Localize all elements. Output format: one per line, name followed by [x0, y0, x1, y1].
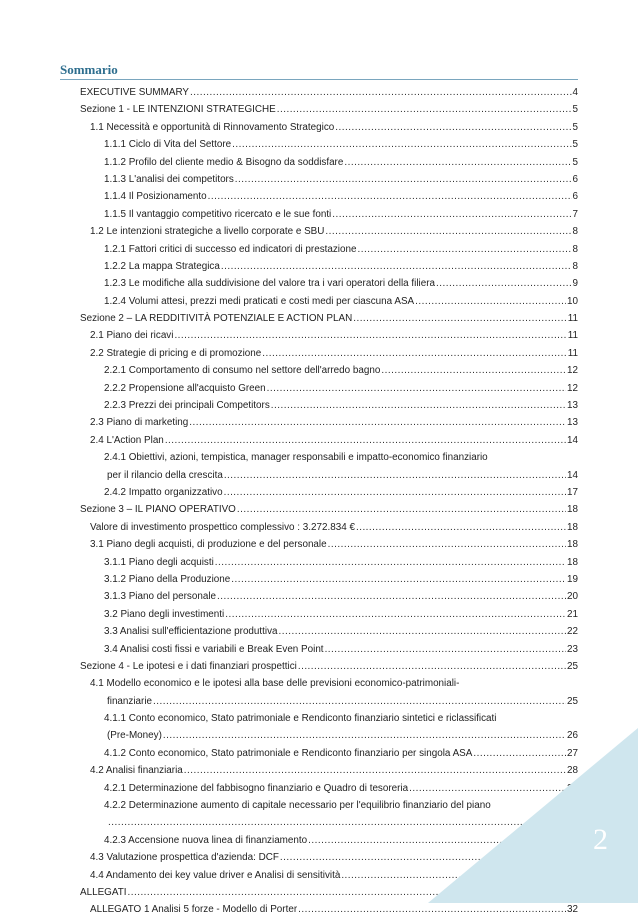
toc-entry-page: 8	[572, 260, 578, 272]
toc-entry-text: per il rilancio della crescita	[107, 469, 223, 481]
toc-entry-text: Sezione 4 - Le ipotesi e i dati finanziari prospettici	[80, 660, 297, 672]
toc-entry-text: 1.1.5 Il vantaggio competitivo ricercato e le sue fonti	[104, 208, 332, 220]
toc-entry-text: 2.4 L'Action Plan	[90, 434, 164, 446]
toc-entry-text: 4.1.2 Conto economico, Stato patrimoniale e Rendiconto finanziario per singola ASA	[104, 747, 473, 759]
corner-decoration	[428, 728, 638, 903]
dot-leader	[436, 275, 572, 292]
toc-entry-page: 14	[567, 469, 578, 481]
toc-entry[interactable]	[0, 693, 638, 710]
dot-leader	[356, 519, 566, 536]
dot-leader	[189, 414, 566, 431]
toc-entry-text: 1.1.2 Profilo del cliente medio & Bisogno da soddisfare	[104, 156, 344, 168]
toc-entry-page: 11	[567, 347, 578, 359]
toc-entry[interactable]	[0, 310, 638, 327]
toc-entry-page: 5	[572, 139, 578, 151]
toc-entry-page: 28	[567, 782, 578, 794]
toc-entry[interactable]	[0, 554, 638, 571]
toc-entry[interactable]	[0, 154, 638, 171]
toc-entry-text: 2.2.2 Propensione all'acquisto Green	[104, 382, 266, 394]
toc-entry-text: 4.4 Andamento dei key value driver e Analisi di sensitività	[90, 869, 341, 881]
toc-entry[interactable]	[0, 171, 638, 188]
toc-entry-text: 1.2 Le intenzioni strategiche a livello corporate e SBU	[90, 226, 325, 238]
dot-leader	[328, 536, 566, 553]
toc-entry-text: 3.4 Analisi costi fissi e variabili e Break Even Point	[104, 643, 324, 655]
toc-entry-page: 5	[572, 121, 578, 133]
dot-leader	[232, 136, 571, 153]
toc-entry-page: 18	[567, 539, 578, 551]
toc-entry-page: 25	[567, 695, 578, 707]
toc-entry[interactable]	[0, 901, 638, 918]
toc-entry[interactable]	[0, 519, 638, 536]
toc-entry-page: 23	[567, 643, 578, 655]
toc-entry[interactable]	[0, 188, 638, 205]
toc-entry[interactable]	[0, 710, 638, 727]
dot-leader	[217, 588, 566, 605]
toc-entry[interactable]	[0, 258, 638, 275]
dot-leader	[381, 362, 566, 379]
dot-leader	[344, 154, 571, 171]
toc-entry[interactable]	[0, 241, 638, 258]
dot-leader	[325, 223, 571, 240]
toc-entry[interactable]	[0, 675, 638, 692]
toc-entry-text: 3.1.3 Piano del personale	[104, 591, 217, 603]
toc-entry-page: 26	[567, 730, 578, 742]
dot-leader	[357, 241, 571, 258]
toc-entry-text: 4.2.2 Determinazione aumento di capitale necessario per l'equilibrio finanziario del piano	[104, 800, 491, 812]
toc-entry[interactable]	[0, 223, 638, 240]
toc-entry-text: Valore di investimento prospettico complessivo : 3.272.834 €	[90, 521, 355, 533]
dot-leader	[165, 432, 566, 449]
toc-entry-text: ALLEGATI	[80, 886, 127, 898]
dot-leader	[271, 397, 566, 414]
toc-entry-text: 4.3 Valutazione prospettica d'azienda: DCF	[90, 852, 279, 864]
dot-leader	[332, 206, 571, 223]
toc-entry-page: 20	[567, 591, 578, 603]
toc-entry[interactable]	[0, 275, 638, 292]
dot-leader	[153, 693, 566, 710]
dot-leader	[235, 171, 572, 188]
toc-entry-page: 18	[567, 556, 578, 568]
toc-entry-page: 27	[567, 747, 578, 759]
toc-entry[interactable]	[0, 467, 638, 484]
toc-entry[interactable]	[0, 484, 638, 501]
toc-entry-text: 1.2.2 La mappa Strategica	[104, 260, 220, 272]
dot-leader	[262, 345, 566, 362]
toc-entry-page: 28	[567, 765, 578, 777]
toc-entry-text: 4.2.3 Accensione nuova linea di finanziamento	[104, 834, 308, 846]
dot-leader	[190, 84, 571, 101]
toc-title: Sommario	[60, 62, 118, 77]
dot-leader	[353, 310, 567, 327]
toc-entry-text: Sezione 1 - LE INTENZIONI STRATEGICHE	[80, 104, 276, 116]
toc-entry-page: 4	[572, 87, 578, 98]
dot-leader	[267, 380, 566, 397]
dot-leader	[237, 501, 566, 518]
dot-leader	[215, 554, 566, 571]
toc-entry-page: 32	[567, 886, 578, 898]
toc-entry-text: 3.1.1 Piano degli acquisti	[104, 556, 214, 568]
dot-leader	[208, 188, 572, 205]
toc-entry-text: 2.4.1 Obiettivi, azioni, tempistica, manager responsabili e impatto-economico finanziario	[104, 452, 488, 464]
toc-entry-text: 1.1 Necessità e opportunità di Rinnovamento Strategico	[90, 121, 335, 133]
toc-entry[interactable]	[0, 571, 638, 588]
dot-leader	[279, 623, 566, 640]
toc-entry-text: 1.1.4 Il Posizionamento	[104, 191, 207, 203]
toc-entry-page: 14	[567, 434, 578, 446]
toc-entry-text: (Pre-Money)	[107, 730, 162, 742]
toc-entry-page: 7	[572, 208, 578, 220]
dot-leader	[221, 258, 572, 275]
toc-entry-text: 3.3 Analisi sull'efficientazione produttiva	[104, 626, 278, 638]
toc-entry[interactable]	[0, 658, 638, 675]
toc-entry[interactable]	[0, 84, 638, 101]
toc-entry-text: 2.1 Piano dei ricavi	[90, 330, 174, 342]
dot-leader	[335, 119, 571, 136]
toc-entry[interactable]	[0, 119, 638, 136]
toc-entry-page: 8	[572, 243, 578, 255]
toc-entry-page: 21	[567, 608, 578, 620]
toc-entry[interactable]	[0, 414, 638, 431]
toc-entry-page: 29	[567, 817, 578, 829]
dot-leader	[415, 293, 566, 310]
toc-entry-page: 13	[567, 417, 578, 429]
toc-entry-text: 2.4.2 Impatto organizzativo	[104, 486, 223, 498]
toc-entry-text: 2.3 Piano di marketing	[90, 417, 189, 429]
toc-entry[interactable]	[0, 101, 638, 118]
toc-entry-page: 5	[572, 104, 578, 116]
toc-entry-text: 2.2.1 Comportamento di consumo nel settore dell'arredo bagno	[104, 365, 381, 377]
toc-entry-page: 5	[572, 156, 578, 168]
toc-entry-page: 10	[567, 295, 578, 307]
toc-entry[interactable]	[0, 397, 638, 414]
toc-entry-page: 17	[567, 486, 578, 498]
toc-entry[interactable]	[0, 606, 638, 623]
toc-entry[interactable]	[0, 345, 638, 362]
toc-entry-page: 11	[567, 313, 578, 325]
toc-entry[interactable]	[0, 536, 638, 553]
dot-leader	[224, 484, 566, 501]
dot-leader	[224, 467, 566, 484]
toc-entry-page: 12	[567, 382, 578, 394]
toc-entry[interactable]	[0, 501, 638, 518]
toc-entry-page: 30	[567, 852, 578, 864]
toc-entry[interactable]	[0, 293, 638, 310]
toc-entry-text: 1.2.1 Fattori critici di successo ed indicatori di prestazione	[104, 243, 357, 255]
toc-entry-text: Sezione 3 – IL PIANO OPERATIVO	[80, 504, 236, 516]
toc-entry[interactable]	[0, 641, 638, 658]
toc-entry[interactable]	[0, 362, 638, 379]
toc-entry-page: 12	[567, 365, 578, 377]
title-underline	[60, 79, 578, 80]
toc-entry-text: 2.2.3 Prezzi dei principali Competitors	[104, 400, 270, 412]
toc-entry[interactable]	[0, 327, 638, 344]
dot-leader	[231, 571, 566, 588]
toc-entry[interactable]	[0, 206, 638, 223]
toc-entry-text: finanziarie	[107, 695, 153, 707]
toc-entry-page: 31	[567, 869, 578, 881]
toc-entry-text: 1.2.3 Le modifiche alla suddivisione del valore tra i vari operatori della filiera	[104, 278, 435, 290]
dot-leader	[174, 327, 566, 344]
toc-entry[interactable]	[0, 380, 638, 397]
toc-entry-text: 1.1.1 Ciclo di Vita del Settore	[104, 139, 232, 151]
toc-entry-text: 4.1.1 Conto economico, Stato patrimoniale e Rendiconto finanziario sintetici e riclassificati	[104, 713, 497, 725]
dot-leader	[298, 658, 566, 675]
dot-leader	[225, 606, 566, 623]
toc-entry-text: 3.2 Piano degli investimenti	[104, 608, 225, 620]
toc-entry-text: 4.2.1 Determinazione del fabbisogno finanziario e Quadro di tesoreria	[104, 782, 409, 794]
toc-entry-text: EXECUTIVE SUMMARY	[80, 87, 190, 98]
toc-entry-page: 11	[567, 330, 578, 342]
toc-entry-page: 22	[567, 626, 578, 638]
toc-entry-text: 3.1 Piano degli acquisti, di produzione e del personale	[90, 539, 327, 551]
toc-entry-text: 2.2 Strategie di pricing e di promozione	[90, 347, 262, 359]
dot-leader	[277, 101, 572, 118]
toc-entry-text: 1.2.4 Volumi attesi, prezzi medi praticati e costi medi per ciascuna ASA	[104, 295, 415, 307]
toc-entry-page: 18	[567, 504, 578, 516]
toc-entry-text: 3.1.2 Piano della Produzione	[104, 573, 231, 585]
toc-entry-page: 13	[567, 400, 578, 412]
toc-entry-page: 18	[567, 521, 578, 533]
toc-entry-page: 9	[572, 278, 578, 290]
toc-entry-page: 30	[567, 834, 578, 846]
toc-entry-text: 4.2 Analisi finanziaria	[90, 765, 183, 777]
toc-entry[interactable]	[0, 136, 638, 153]
toc-entry-page: 25	[567, 660, 578, 672]
toc-entry-page: 8	[572, 226, 578, 238]
toc-entry-page: 6	[572, 191, 578, 203]
toc-entry-text: 4.1 Modello economico e le ipotesi alla base delle previsioni economico-patrimoniali-	[90, 678, 460, 690]
dot-leader	[298, 901, 566, 918]
toc-entry[interactable]	[0, 432, 638, 449]
toc-entry[interactable]	[0, 449, 638, 466]
toc-entry-page: 19	[567, 573, 578, 585]
toc-entry-page: 32	[567, 904, 578, 916]
toc-entry-text: 1.1.3 L'analisi dei competitors	[104, 173, 234, 185]
toc-entry-text: Sezione 2 – LA REDDITIVITÀ POTENZIALE E ACTION PLAN	[80, 313, 353, 325]
dot-leader	[325, 641, 566, 658]
toc-entry-text: ALLEGATO 1 Analisi 5 forze - Modello di Porter	[90, 904, 298, 916]
toc-entry[interactable]	[0, 588, 638, 605]
toc-entry[interactable]	[0, 623, 638, 640]
toc-entry-page: 6	[572, 173, 578, 185]
page-number: 2	[593, 823, 608, 856]
